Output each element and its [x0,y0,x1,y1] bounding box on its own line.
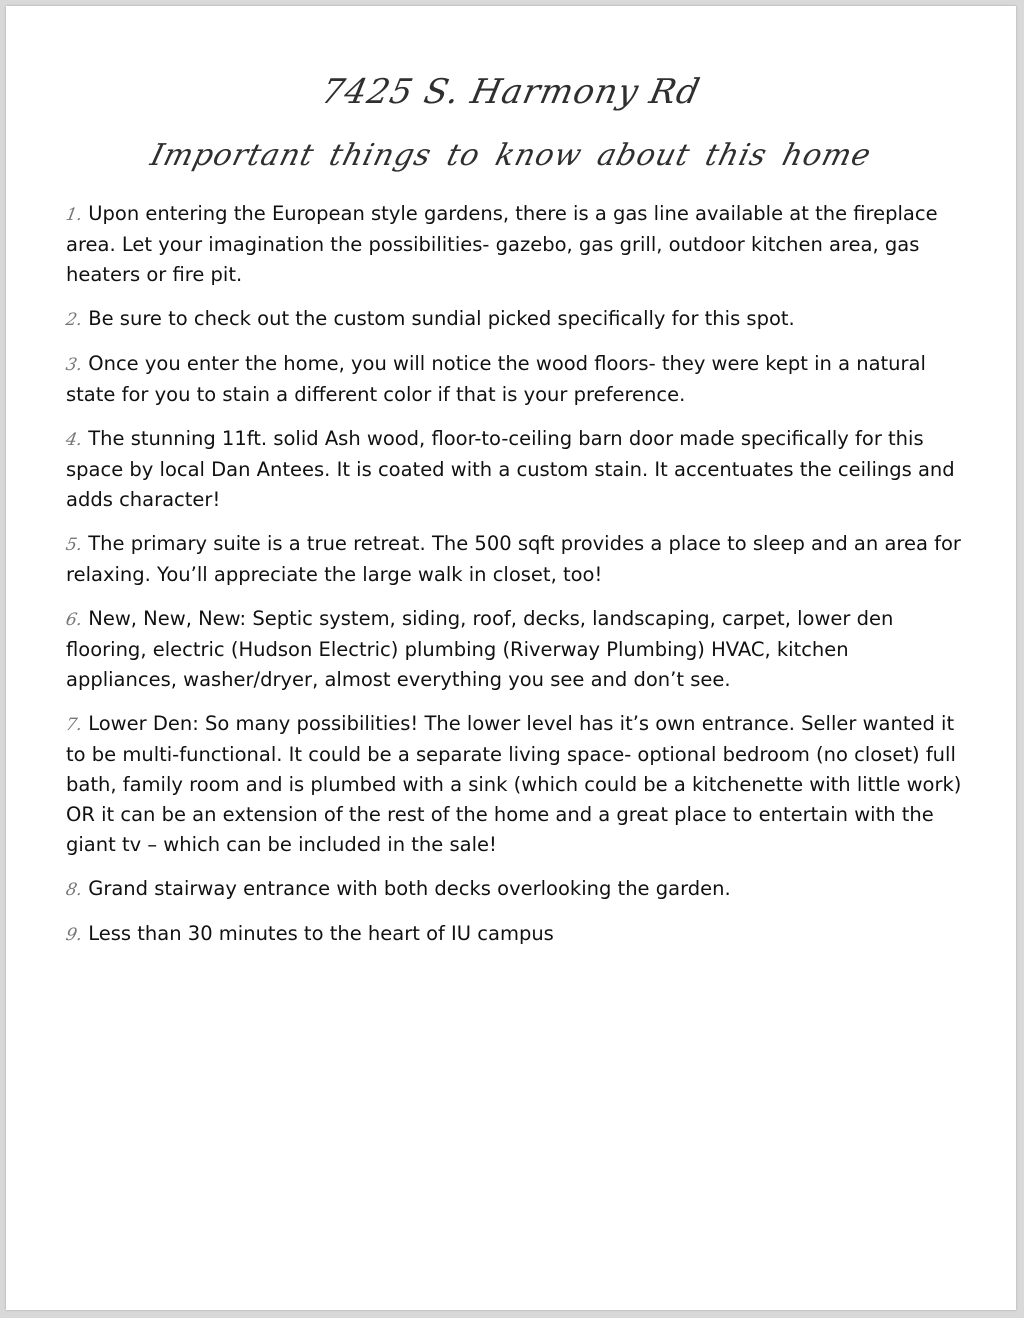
list-item [66,349,964,410]
document-page [6,6,1016,1310]
list-item [66,919,964,950]
item-number: 4. [64,430,84,450]
item-number: 6. [64,610,84,630]
item-text: The primary suite is a true retreat. The 500 sqft provides a place to sleep and an area for relaxing. You’ll appreciate the large walk in closet, too! [66,532,961,586]
list-item [66,424,964,515]
item-text: Less than 30 minutes to the heart of IU campus [88,922,554,945]
feature-list [66,199,964,964]
list-item [66,199,964,290]
item-number: 7. [64,715,84,735]
item-number: 9. [64,925,84,945]
item-number: 5. [64,535,84,555]
item-text: Upon entering the European style gardens, there is a gas line available at the fireplace area. Let your imagination the possibilities- gazebo, gas grill, outdoor kitchen area, gas heaters or fire pit. [66,202,938,286]
property-address: 7425 S. Harmony Rd [318,72,704,112]
item-text: Be sure to check out the custom sundial picked specifically for this spot. [88,307,795,330]
list-item [66,529,964,590]
item-number: 3. [64,355,84,375]
item-text: Lower Den: So many possibilities! The lower level has it’s own entrance. Seller wanted it to be multi-functional. It could be a separate living space- optional bedroom (no closet) full bath, family room and is plumbed with a sink (which could be a kitchenette with little work) OR it can be an extension of the rest of the home and a great place to entertain with the giant tv – which can be included in the sale! [66,712,962,856]
item-text: The stunning 11ft. solid Ash wood, floor-to-ceiling barn door made specifically for this space by local Dan Antees. It is coated with a custom stain. It accentuates the ceilings and adds character! [66,427,955,511]
item-number: 1. [64,205,84,225]
item-text: Grand stairway entrance with both decks overlooking the garden. [88,877,731,900]
list-item [66,604,964,695]
list-item [66,709,964,860]
list-item [66,874,964,905]
item-text: New, New, New: Septic system, siding, roof, decks, landscaping, carpet, lower den flooring, electric (Hudson Electric) plumbing (Riverway Plumbing) HVAC, kitchen appliances, washer/dryer, almost everything you see and don’t see. [66,607,894,691]
item-number: 8. [64,880,84,900]
item-number: 2. [64,310,84,330]
document-subtitle: Important things to know about this home [147,138,875,173]
list-item [66,304,964,335]
item-text: Once you enter the home, you will notice the wood floors- they were kept in a natural state for you to stain a different color if that is your preference. [66,352,926,406]
